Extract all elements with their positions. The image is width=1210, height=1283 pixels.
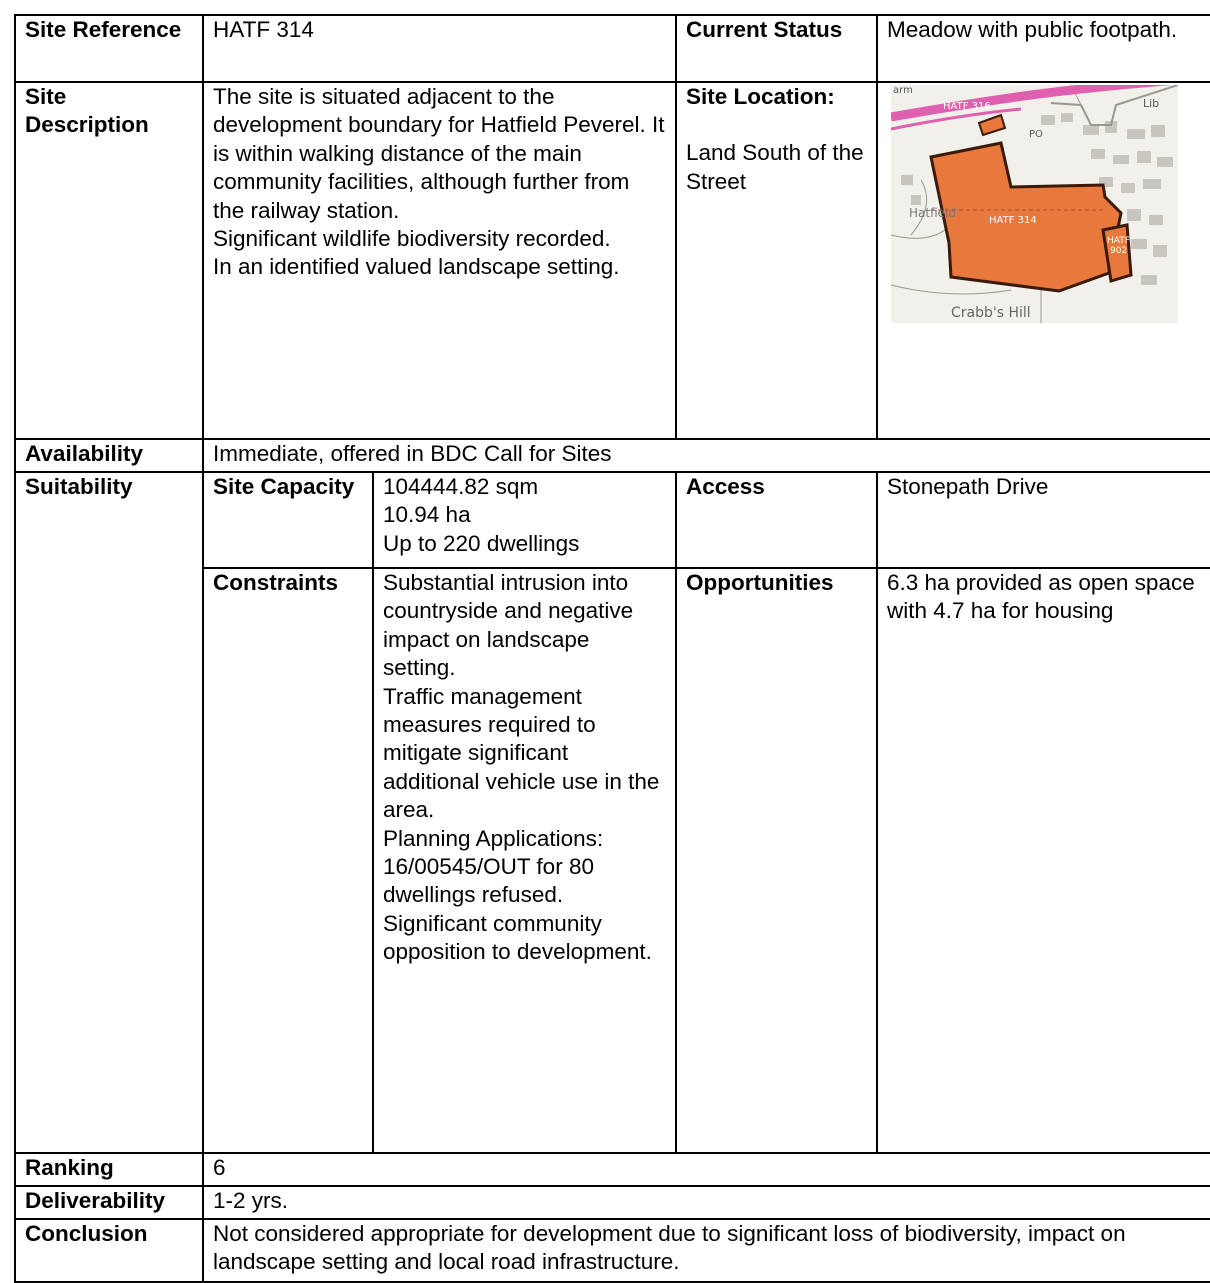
conclusion-value: Not considered appropriate for development due to significant loss of biodiversity, impact on landscape setting and local road infrastructure. xyxy=(203,1219,1210,1282)
current-status-value: Meadow with public footpath. xyxy=(877,15,1210,82)
ranking-value: 6 xyxy=(203,1153,1210,1186)
map-label-hatf-902-a: HATF xyxy=(1107,236,1130,246)
site-assessment-table xyxy=(14,14,1210,1283)
map-label-hatf-314: HATF 314 xyxy=(989,215,1037,226)
site-map-cell xyxy=(877,82,1210,439)
constraints-value: Substantial intrusion into countryside and negative impact on landscape setting. Traffic management measures required to mitigate significant additional vehicle use in the area. Planning Applications: 16/00545/OUT for 80 dwellings refused. Significant community opposition to development. xyxy=(373,568,676,1153)
site-reference-value: HATF 314 xyxy=(203,15,676,82)
site-location-map xyxy=(891,85,1178,323)
ranking-label: Ranking xyxy=(15,1153,203,1186)
access-label: Access xyxy=(676,472,877,568)
site-reference-label: Site Reference xyxy=(15,15,203,82)
map-label-po: PO xyxy=(1029,129,1043,140)
site-location-cell xyxy=(676,82,877,439)
availability-row xyxy=(15,439,1210,472)
site-location-value: Land South of the Street xyxy=(686,140,864,194)
map-label-lib: Lib xyxy=(1143,97,1160,110)
map-label-hatfield: Hatfield xyxy=(909,206,956,220)
availability-label: Availability xyxy=(15,439,203,472)
deliverability-value: 1-2 yrs. xyxy=(203,1186,1210,1219)
site-capacity-label: Site Capacity xyxy=(203,472,373,568)
map-label-hatf-316: HATF 316 xyxy=(943,101,991,112)
current-status-label: Current Status xyxy=(676,15,877,82)
suitability-label: Suitability xyxy=(15,472,203,1153)
availability-value: Immediate, offered in BDC Call for Sites xyxy=(203,439,1210,472)
site-description-row xyxy=(15,82,1210,439)
ranking-row xyxy=(15,1153,1210,1186)
site-location-label: Site Location: xyxy=(686,84,835,109)
deliverability-label: Deliverability xyxy=(15,1186,203,1219)
site-description-value: The site is situated adjacent to the development boundary for Hatfield Peverel. It is within walking distance of the main community facilities, although further from the railway station. Significant wildlife biodiversity recorded. In an identified valued landscape setting. xyxy=(203,82,676,439)
conclusion-label: Conclusion xyxy=(15,1219,203,1282)
constraints-label: Constraints xyxy=(203,568,373,1153)
site-description-label: Site Description xyxy=(15,82,203,439)
opportunities-value: 6.3 ha provided as open space with 4.7 ha for housing xyxy=(877,568,1210,1153)
site-reference-row xyxy=(15,15,1210,82)
site-capacity-row xyxy=(15,472,1210,568)
map-label-hatf-902-b: 902 xyxy=(1110,246,1128,256)
opportunities-label: Opportunities xyxy=(676,568,877,1153)
deliverability-row xyxy=(15,1186,1210,1219)
map-label-crabbs-hill: Crabb's Hill xyxy=(951,305,1031,321)
site-capacity-value: 104444.82 sqm 10.94 ha Up to 220 dwellings xyxy=(373,472,676,568)
conclusion-row xyxy=(15,1219,1210,1282)
access-value: Stonepath Drive xyxy=(877,472,1210,568)
map-label-arm: arm xyxy=(893,85,913,96)
